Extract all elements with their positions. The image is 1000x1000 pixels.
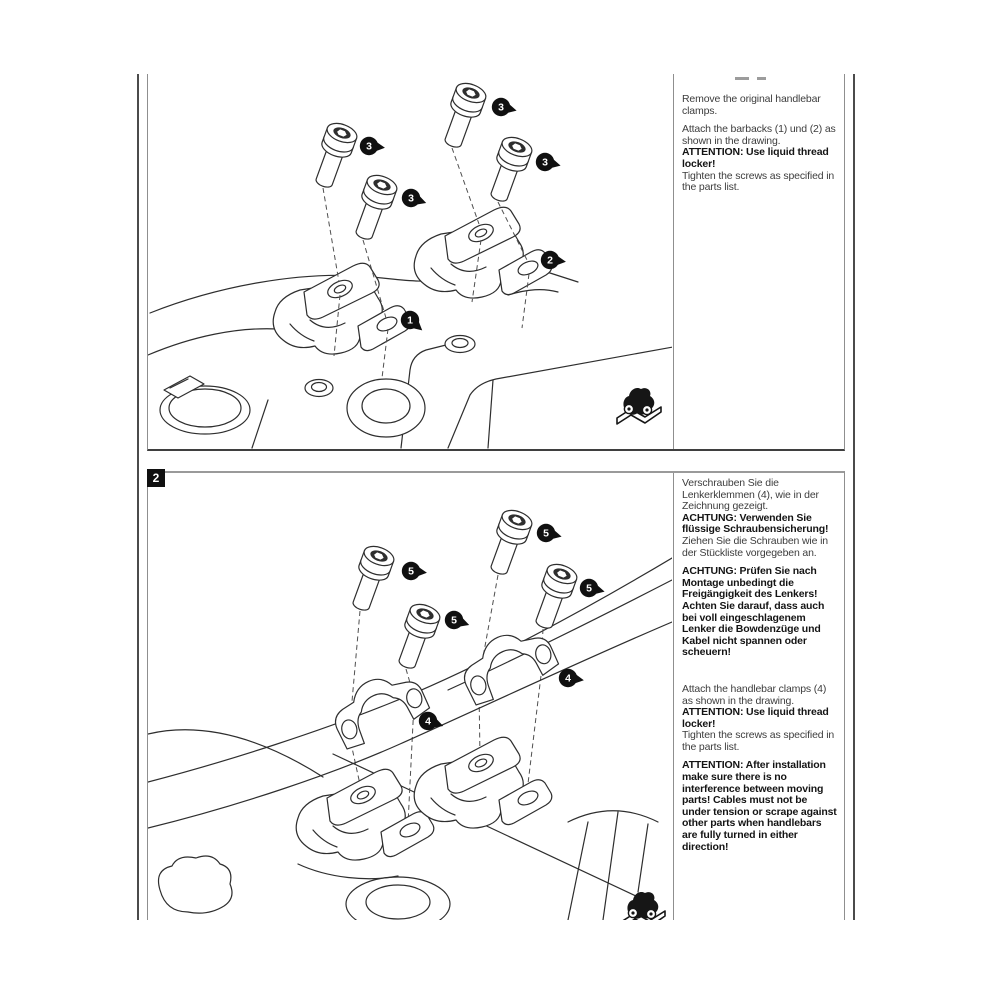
callout-4 — [559, 669, 585, 687]
step-2-instructions — [674, 473, 844, 920]
callout-5 — [445, 611, 471, 630]
instruction-paragraph-attention: ATTENTION: Use liquid thread locker! — [682, 146, 829, 170]
callout-3 — [402, 189, 428, 208]
instruction-paragraph-attention: ACHTUNG: Prüfen Sie nach Montage unbedingt die Freigängigkeit des Lenkers! Achten Sie darauf, dass auch bei voll eingeschlagenem Lenker die Bowdenzüge und Kabel nicht spannen oder scheuern! — [682, 565, 825, 659]
step-2-exploded-drawing — [148, 472, 672, 920]
callout-4 — [419, 712, 445, 731]
screw-3 — [483, 134, 534, 206]
screw-5 — [345, 543, 396, 615]
svg-text:4: 4 — [425, 715, 431, 728]
svg-text:5: 5 — [543, 527, 549, 540]
screw-3 — [348, 172, 399, 244]
svg-text:3: 3 — [408, 192, 414, 205]
brand-logo — [610, 378, 672, 440]
handlebar-clamp-4 — [454, 619, 561, 707]
svg-text:3: 3 — [542, 156, 548, 169]
callout-3 — [536, 153, 562, 171]
svg-text:3: 3 — [366, 140, 372, 153]
screw-3 — [437, 80, 488, 152]
barback-2 — [414, 207, 552, 298]
handlebar-clamp-4 — [325, 663, 432, 751]
svg-text:1: 1 — [407, 314, 413, 327]
callout-3 — [492, 98, 518, 116]
triple-clamp-drawing — [148, 270, 672, 448]
step-1-exploded-drawing — [148, 70, 672, 449]
barback-with-clamp — [296, 769, 434, 860]
barback-with-clamp — [414, 737, 552, 828]
svg-text:5: 5 — [586, 582, 592, 595]
instruction-paragraph: Ziehen Sie die Schrauben wie in der Stückliste vorgegeben an. — [682, 534, 828, 559]
svg-text:4: 4 — [565, 672, 571, 685]
svg-text:3: 3 — [498, 101, 504, 114]
screw-5 — [483, 507, 534, 579]
callout-5 — [402, 562, 428, 580]
instruction-paragraph-attention: ATTENTION: Use liquid thread locker! — [682, 706, 829, 730]
svg-text:5: 5 — [451, 614, 457, 627]
screw-3 — [308, 120, 359, 192]
instruction-paragraph-attention: ACHTUNG: Verwenden Sie flüssige Schraubensicherung! — [682, 511, 829, 536]
screw-5 — [528, 561, 579, 633]
step-1-instructions — [674, 74, 844, 449]
callout-5 — [580, 579, 606, 597]
screw-5 — [391, 601, 442, 673]
svg-text:2: 2 — [547, 254, 553, 267]
instruction-paragraph: Tighten the screws as specified in the parts list. — [682, 729, 835, 753]
instruction-paragraph-attention: ATTENTION: After installation make sure there is no interference between moving parts! Cables must not be under tension or scrape against other parts when handlebars are fully turned in either direction! — [682, 759, 837, 853]
brand-logo — [621, 892, 665, 920]
barback-1 — [273, 263, 411, 354]
instruction-paragraph: Tighten the screws as specified in the parts list. — [682, 169, 835, 194]
callout-5 — [537, 524, 563, 542]
instruction-paragraph: Verschrauben Sie die Lenkerklemmen (4), wie in der Zeichnung gezeigt. — [682, 477, 819, 513]
instruction-paragraph: Attach the handlebar clamps (4) as shown in the drawing. — [682, 682, 827, 707]
page-outer-border-right — [853, 74, 855, 920]
step-2-badge: 2 — [147, 469, 165, 487]
svg-text:5: 5 — [408, 565, 414, 578]
instruction-paragraph: Remove the original handlebar clamps. — [682, 93, 821, 117]
callout-3 — [360, 137, 386, 155]
callout-2 — [541, 251, 567, 269]
page-outer-border-left — [137, 74, 139, 920]
instruction-paragraph: Attach the barbacks (1) und (2) as shown in the drawing. — [682, 123, 836, 147]
